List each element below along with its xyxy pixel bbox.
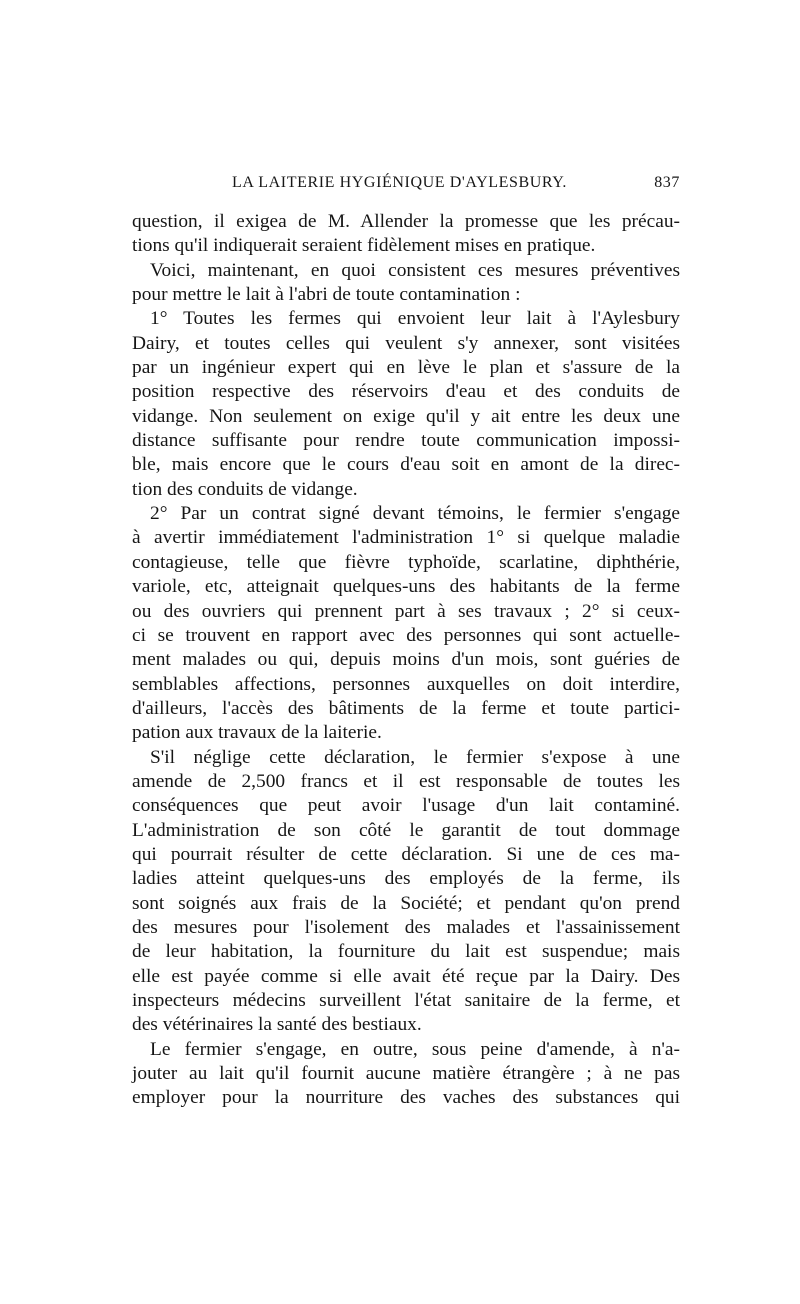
text-line: 1° Toutes les fermes qui envoient leur lait à l'Aylesbury [150,308,680,330]
text-line: S'il néglige cette déclaration, le fermier s'expose à une [150,746,680,768]
text-line: conséquences que peut avoir l'usage d'un lait contaminé. [132,795,680,817]
text-line: d'ailleurs, l'accès des bâtiments de la ferme et toute partici- [132,697,680,719]
text-line: Voici, maintenant, en quoi consistent ces mesures préventives [150,259,680,281]
text-line: elle est payée comme si elle avait été reçue par la Dairy. Des [132,965,680,987]
text-line: à avertir immédiatement l'administration 1° si quelque maladie [132,527,680,549]
text-line: Dairy, et toutes celles qui veulent s'y annexer, sont visitées [132,332,680,354]
text-line: 2° Par un contrat signé devant témoins, le fermier s'engage [150,503,680,525]
text-line: employer pour la nourriture des vaches des substances qui [132,1087,680,1109]
text-line: amende de 2,500 francs et il est responsable de toutes les [132,770,680,792]
text-line: contagieuse, telle que fièvre typhoïde, scarlatine, diphthérie, [132,551,680,573]
text-line: ladies atteint quelques-uns des employés de la ferme, ils [132,868,680,890]
text-line: ci se trouvent en rapport avec des personnes qui sont actuelle- [132,624,680,646]
running-header [132,174,680,200]
text-line: Le fermier s'engage, en outre, sous peine d'amende, à n'a- [150,1038,680,1060]
text-line: ment malades ou qui, depuis moins d'un mois, sont guéries de [132,649,680,671]
text-line: distance suffisante pour rendre toute communication impossi- [132,430,680,452]
body-text [132,210,680,1111]
text-line: pation aux travaux de la laiterie. [132,722,382,744]
text-line: par un ingénieur expert qui en lève le plan et s'assure de la [132,357,680,379]
text-line: de leur habitation, la fourniture du lait est suspendue; mais [132,941,680,963]
page-number: 837 [654,174,680,191]
text-line: qui pourrait résulter de cette déclaration. Si une de ces ma- [132,843,680,865]
running-title: LA LAITERIE HYGIÉNIQUE D'AYLESBURY. [232,174,567,191]
text-line: ble, mais encore que le cours d'eau soit en amont de la direc- [132,454,680,476]
text-line: question, il exigea de M. Allender la promesse que les précau- [132,211,680,232]
text-line: tions qu'il indiquerait seraient fidèlement mises en pratique. [132,235,596,257]
text-line: jouter au lait qu'il fournit aucune matière étrangère ; à ne pas [132,1063,680,1085]
text-line: semblables affections, personnes auxquelles on doit interdire, [132,673,680,695]
text-line: pour mettre le lait à l'abri de toute contamination : [132,284,521,306]
text-line: inspecteurs médecins surveillent l'état sanitaire de la ferme, et [132,990,680,1011]
text-line: tion des conduits de vidange. [132,478,358,500]
text-line: variole, etc, atteignait quelques-uns des habitants de la ferme [132,576,680,598]
text-line: vidange. Non seulement on exige qu'il y ait entre les deux une [132,405,680,427]
text-line: des vétérinaires la santé des bestiaux. [132,1014,422,1036]
text-line: L'administration de son côté le garantit de tout dommage [132,819,680,841]
text-line: des mesures pour l'isolement des malades et l'assainissement [132,916,680,938]
text-line: ou des ouvriers qui prennent part à ses travaux ; 2° si ceux- [132,600,680,622]
text-line: position respective des réservoirs d'eau et des conduits de [132,381,680,403]
text-line: sont soignés aux frais de la Société; et pendant qu'on prend [132,892,680,914]
